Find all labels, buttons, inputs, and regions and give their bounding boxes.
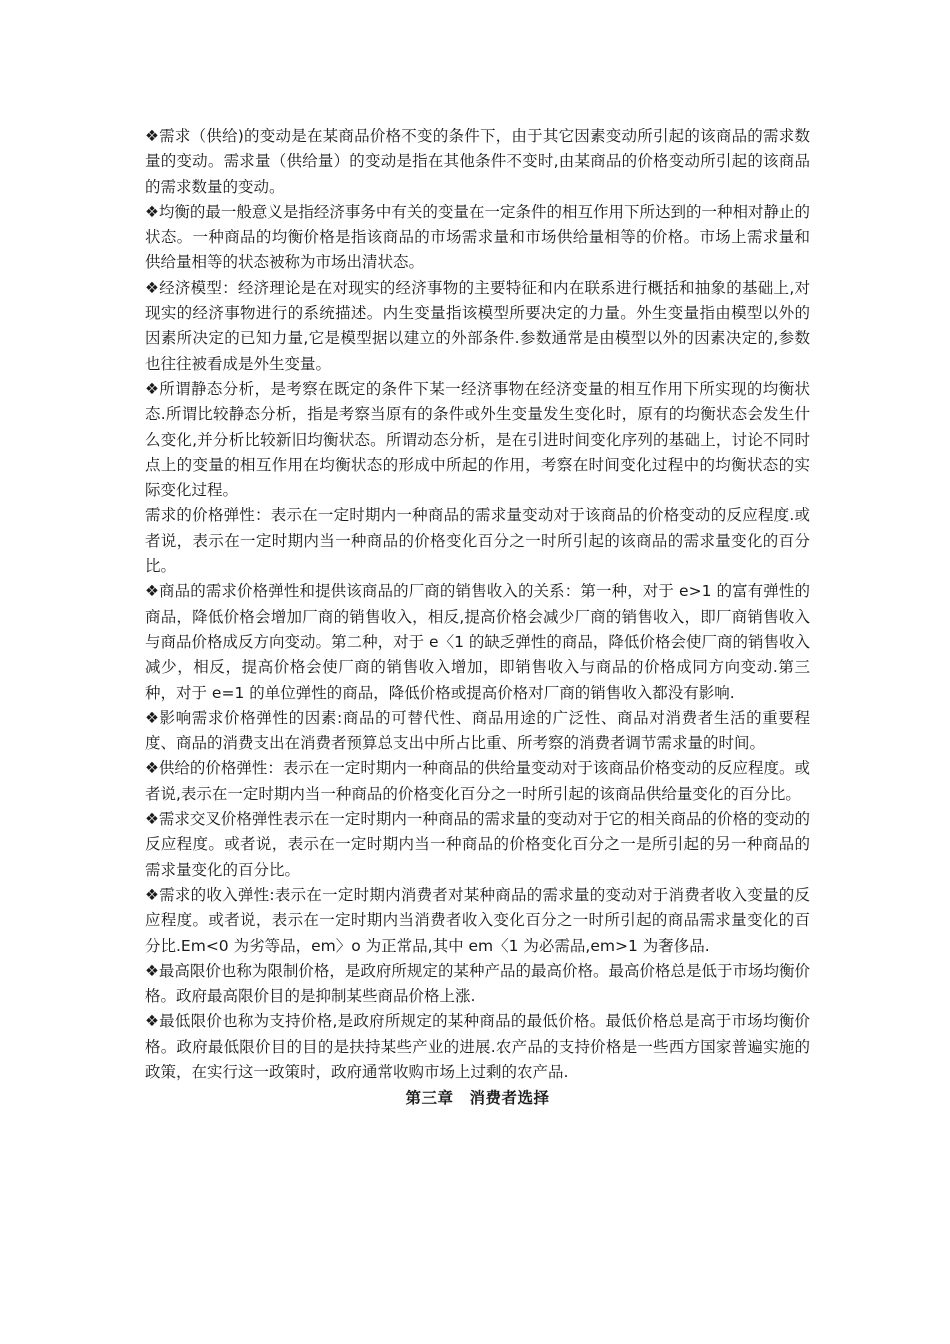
paragraph-price-elasticity-demand: 需求的价格弹性：表示在一定时期内一种商品的需求量变动对于该商品的价格变动的反应程度.或者说，表示在一定时期内当一种商品的价格变化百分之一时所引起的该商品的需求量变化的百分比。: [145, 506, 810, 576]
paragraph-economic-model: ❖经济模型：经济理论是在对现实的经济事物的主要特征和内在联系进行概括和抽象的基础上,对现实的经济事物进行的系统描述。内生变量指该模型所要决定的力量。外生变量指由模型以外的因素所决定的已知力量,它是模型据以建立的外部条件.参数通常是由模型以外的因素决定的,参数也往往被看成是外生变量。: [145, 278, 810, 373]
document-body: [145, 124, 810, 1111]
paragraph-income-elasticity: ❖需求的收入弹性:表示在一定时期内消费者对某种商品的需求量的变动对于消费者收入变量的反应程度。或者说，表示在一定时期内当消费者收入变化百分之一时所引起的商品需求量变化的百分比.Em<0 为劣等品，em〉o 为正常品,其中 em〈1 为必需品,em>1 为奢侈品.: [145, 885, 810, 955]
paragraph-static-analysis: ❖所谓静态分析，是考察在既定的条件下某一经济事物在经济变量的相互作用下所实现的均衡状态.所谓比较静态分析，指是考察当原有的条件或外生变量发生变化时，原有的均衡状态会发生什么变化,并分析比较新旧均衡状态。所谓动态分析，是在引进时间变化序列的基础上，讨论不同时点上的变量的相互作用在均衡状态的形成中所起的作用，考察在时间变化过程中的均衡状态的实际变化过程。: [145, 379, 810, 500]
chapter-heading: 第三章 消费者选择: [405, 1089, 550, 1108]
paragraph-price-ceiling: ❖最高限价也称为限制价格，是政府所规定的某种产品的最高价格。最高价格总是低于市场均衡价格。政府最高限价目的是抑制某些商品价格上涨.: [145, 961, 810, 1006]
paragraph-price-floor: ❖最低限价也称为支持价格,是政府所规定的某种商品的最低价格。最低价格总是高于市场均衡价格。政府最低限价目的目的是扶持某些产业的进展.农产品的支持价格是一些西方国家普遍实施的政策，在实行这一政策时，政府通常收购市场上过剩的农产品.: [145, 1012, 810, 1081]
paragraph-elasticity-revenue: ❖商品的需求价格弹性和提供该商品的厂商的销售收入的关系：第一种，对于 e>1 的富有弹性的商品，降低价格会增加厂商的销售收入，相反,提高价格会减少厂商的销售收入，即厂商销售收入与商品价格成反方向变动。第二种，对于 e〈1 的缺乏弹性的商品，降低价格会使厂商的销售收入减少，相反，提高价格会使厂商的销售收入增加，即销售收入与商品的价格成同方向变动.第三种，对于 e=1 的单位弹性的商品，降低价格或提高价格对厂商的销售收入都没有影响.: [145, 582, 810, 702]
paragraph-elasticity-factors: ❖影响需求价格弹性的因素:商品的可替代性、商品用途的广泛性、商品对消费者生活的重要程度、商品的消费支出在消费者预算总支出中所占比重、所考察的消费者调节需求量的时间。: [145, 708, 810, 753]
paragraph-equilibrium: ❖均衡的最一般意义是指经济事务中有关的变量在一定条件的相互作用下所达到的一种相对静止的状态。一种商品的均衡价格是指该商品的市场需求量和市场供给量相等的价格。市场上需求量和供给量相等的状态被称为市场出清状态。: [145, 202, 810, 272]
paragraph-cross-elasticity: ❖需求交叉价格弹性表示在一定时期内一种商品的需求量的变动对于它的相关商品的价格的变动的反应程度。或者说，表示在一定时期内当一种商品的价格变化百分之一是所引起的另一种商品的需求量变化的百分比。: [145, 810, 810, 879]
paragraph-supply-elasticity: ❖供给的价格弹性：表示在一定时期内一种商品的供给量变动对于该商品价格变动的反应程度。或者说,表示在一定时期内当一种商品的价格变化百分之一时所引起的该商品供给量变化的百分比。: [145, 759, 810, 803]
paragraph-demand-change: ❖需求（供给)的变动是在某商品价格不变的条件下，由于其它因素变动所引起的该商品的需求数量的变动。需求量（供给量）的变动是指在其他条件不变时,由某商品的价格变动所引起的该商品的需求数量的变动。: [145, 127, 810, 196]
